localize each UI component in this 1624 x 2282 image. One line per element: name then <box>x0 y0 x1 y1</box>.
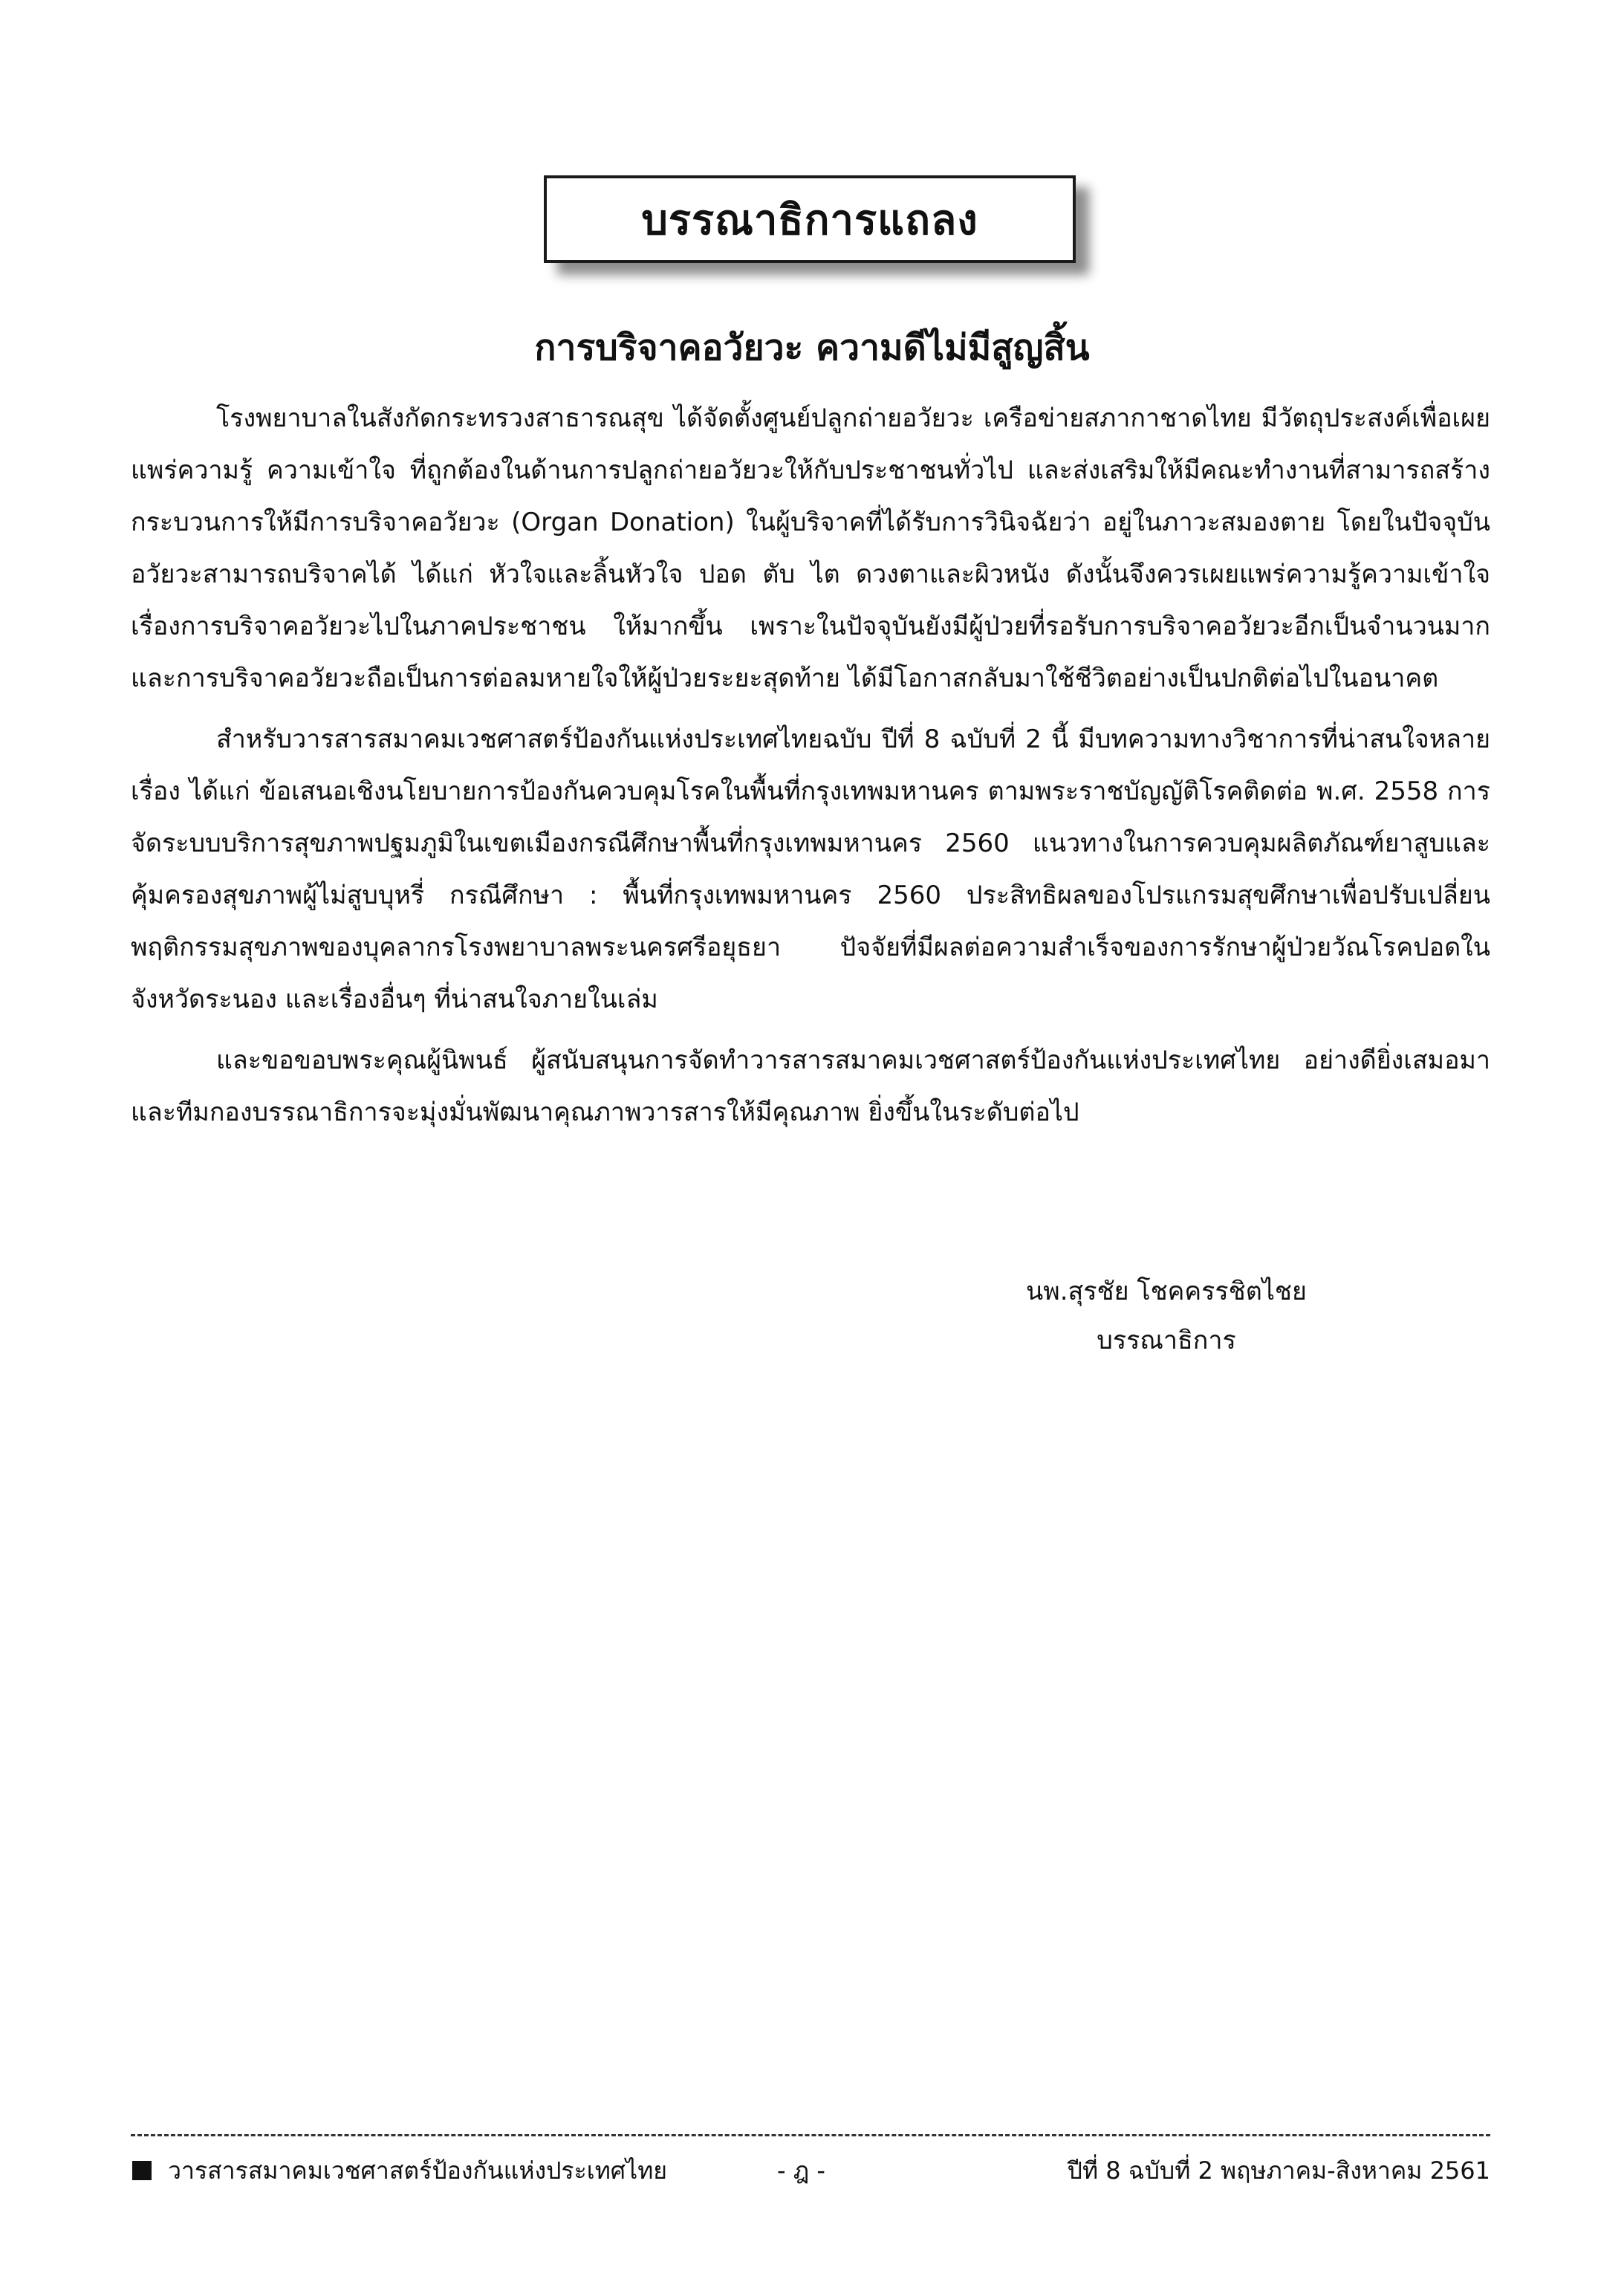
paragraph-thanks: และขอขอบพระคุณผู้นิพนธ์ ผู้สนับสนุนการจัดทำวารสารสมาคมเวชศาสตร์ป้องกันแห่งประเทศไทย อย่างดียิ่งเสมอมา และทีมกองบรรณาธิการจะมุ่งมั่นพัฒนาคุณภาพวารสารให้มีคุณภาพ ยิ่งขึ้นในระดับต่อไป <box>131 1046 1490 1127</box>
signature-name: นพ.สุรชัย โชคครรชิตไชย <box>1026 1277 1307 1306</box>
page-footer <box>131 2153 1490 2188</box>
article-title: การบริจาคอวัยวะ ความดีไม่มีสูญสิ้น <box>534 327 1090 369</box>
article-body <box>131 392 1490 1147</box>
footer-divider <box>131 2134 1490 2136</box>
footer-page-number: - ฎ - <box>777 2156 825 2185</box>
signature-block <box>995 1267 1337 1365</box>
section-header <box>544 175 1076 263</box>
paragraph-intro: โรงพยาบาลในสังกัดกระทรวงสาธารณสุข ได้จัดตั้งศูนย์ปลูกถ่ายอวัยวะ เครือข่ายสภากาชาดไทย มีวัตถุประสงค์เพื่อเผยแพร่ความรู้ ความเข้าใจ ที่ถูกต้องในด้านการปลูกถ่ายอวัยวะให้กับประชาชนทั่วไป และส่งเสริมให้มีคณะทำงานที่สามารถสร้างกระบวนการให้มีการบริจาคอวัยวะ (Organ Donation) ในผู้บริจาคที่ได้รับการวินิจฉัยว่า อยู่ในภาวะสมองตาย โดยในปัจจุบันอวัยวะสามารถบริจาคได้ ได้แก่ หัวใจและลิ้นหัวใจ ปอด ตับ ไต ดวงตาและผิวหนัง ดังนั้นจึงควรเผยแพร่ความรู้ความเข้าใจ เรื่องการบริจาคอวัยวะไปในภาคประชาชน ให้มากขึ้น เพราะในปัจจุบันยังมีผู้ป่วยที่รอรับการบริจาคอวัยวะอีกเป็นจำนวนมาก และการบริจาคอวัยวะถือเป็นการต่อลมหายใจให้ผู้ป่วยระยะสุดท้าย ได้มีโอกาสกลับมาใช้ชีวิตอย่างเป็นปกติต่อไปในอนาคต <box>131 403 1490 693</box>
section-title: บรรณาธิการแถลง <box>544 175 1076 263</box>
signature-role: บรรณาธิการ <box>1097 1326 1236 1355</box>
square-bullet-icon <box>132 2161 152 2180</box>
footer-issue-info: ปีที่ 8 ฉบับที่ 2 พฤษภาคม-สิงหาคม 2561 <box>1067 2156 1490 2185</box>
paragraph-contents: สำหรับวารสารสมาคมเวชศาสตร์ป้องกันแห่งประเทศไทยฉบับ ปีที่ 8 ฉบับที่ 2 นี้ มีบทความทางวิชาการที่น่าสนใจหลายเรื่อง ได้แก่ ข้อเสนอเชิงนโยบายการป้องกันควบคุมโรคในพื้นที่กรุงเทพมหานคร ตามพระราชบัญญัติโรคติดต่อ พ.ศ. 2558 การจัดระบบบริการสุขภาพปฐมภูมิในเขตเมืองกรณีศึกษาพื้นที่กรุงเทพมหานคร 2560 แนวทางในการควบคุมผลิตภัณฑ์ยาสูบและคุ้มครองสุขภาพผู้ไม่สูบบุหรี่ กรณีศึกษา : พื้นที่กรุงเทพมหานคร 2560 ประสิทธิผลของโปรแกรมสุขศึกษาเพื่อปรับเปลี่ยนพฤติกรรมสุขภาพของบุคลากรโรงพยาบาลพระนครศรีอยุธยา ปัจจัยที่มีผลต่อความสำเร็จของการรักษาผู้ป่วยวัณโรคปอดในจังหวัดระนอง และเรื่องอื่นๆ ที่น่าสนใจภายในเล่ม <box>131 725 1490 1014</box>
footer-journal-name: วารสารสมาคมเวชศาสตร์ป้องกันแห่งประเทศไทย <box>168 2156 668 2185</box>
